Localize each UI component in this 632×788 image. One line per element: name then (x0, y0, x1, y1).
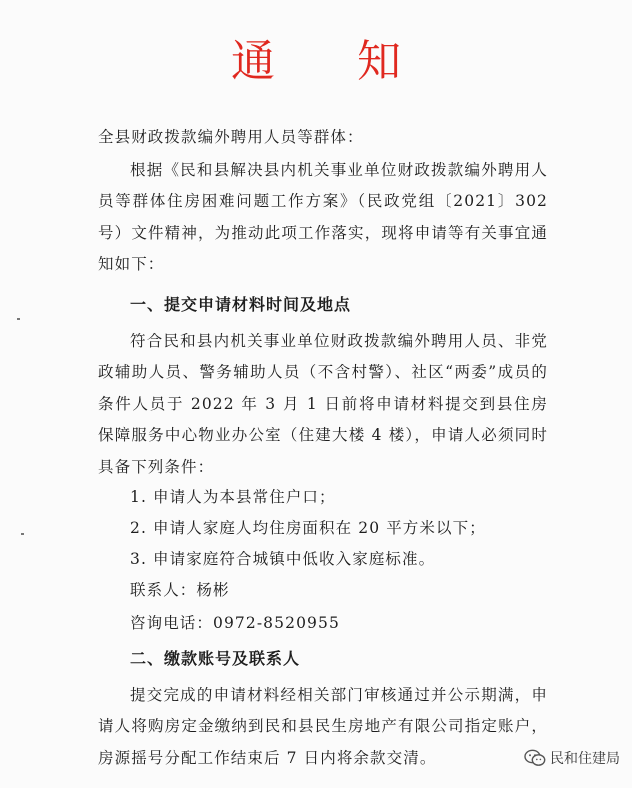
condition-item: 1. 申请人为本县常住户口； (130, 488, 336, 506)
contact-phone: 咨询电话：0972-8520955 (130, 614, 340, 632)
intro-paragraph: 根据《民和县解决县内机关事业单位财政拨款编外聘用人员等群体住房困难问题工作方案》（民政党组〔2021〕302号）文件精神，为推动此项工作落实，现将申请等有关事宜通知如下： (98, 161, 548, 274)
page-title: 通 知 (231, 36, 435, 87)
wechat-icon (524, 749, 546, 767)
salutation: 全县财政拨款编外聘用人员等群体： (98, 128, 364, 146)
scan-speck (17, 318, 20, 320)
scan-speck (21, 533, 24, 535)
condition-item: 2. 申请人家庭人均住房面积在 20 平方米以下； (130, 519, 486, 537)
section-1-body: 符合民和县内机关事业单位财政拨款编外聘用人员、非党政辅助人员、警务辅助人员（不含村警）、社区“两委”成员的条件人员于 2022 年 3 月 1 日前将申请材料提交到县住房保障服务中心物业办公室（住建大楼 4 楼），申请人必须同时具备下列条件： (98, 332, 548, 476)
wechat-account-badge (524, 748, 620, 768)
section-2-heading: 二、缴款账号及联系人 (130, 649, 301, 668)
account-name: 民和住建局 (550, 751, 620, 767)
condition-item: 3. 申请家庭符合城镇中低收入家庭标准。 (130, 550, 436, 568)
section-2-body: 提交完成的申请材料经相关部门审核通过并公示期满，申请人将购房定金缴纳到民和县民生房地产有限公司指定账户，房源摇号分配工作结束后 7 日内将余款交清。 (98, 686, 548, 767)
contact-person: 联系人：杨彬 (130, 581, 230, 599)
section-1-heading: 一、提交申请材料时间及地点 (130, 295, 352, 314)
